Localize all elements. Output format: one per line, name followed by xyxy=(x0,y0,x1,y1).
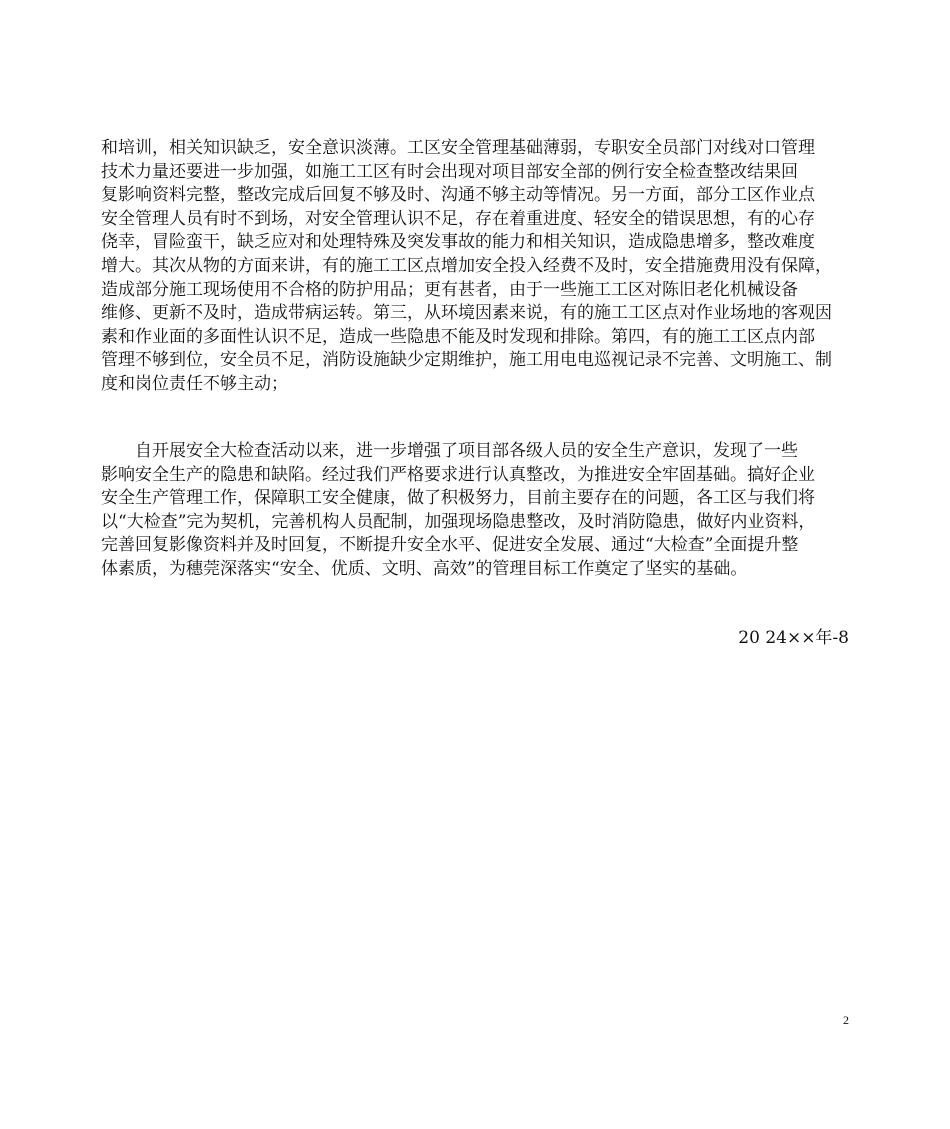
paragraph-line: 侥幸，冒险蛮干，缺乏应对和处理特殊及突发事故的能力和相关知识，造成隐患增多，整改难度 xyxy=(101,232,815,253)
paragraph-line: 安全管理人员有时不到场，对安全管理认识不足，存在着重进度、轻安全的错误思想，有的心存 xyxy=(101,208,815,229)
body-paragraph-2 xyxy=(101,440,849,582)
paragraph-line: 增大。其次从物的方面来讲，有的施工工区点增加安全投入经费不及时，安全措施费用没有保障， xyxy=(101,255,832,276)
paragraph-line: 完善回复影像资料并及时回复，不断提升安全水平、促进安全发展、通过“大检查”全面提升整 xyxy=(101,535,799,556)
paragraph-line: 自开展安全大检查活动以来，进一步增强了项目部各级人员的安全生产意识，发现了一些 xyxy=(135,441,798,461)
paragraph-line: 度和岗位责任不够主动； xyxy=(101,373,288,394)
paragraph-line: 管理不够到位，安全员不足，消防设施缺少定期维护，施工用电电巡视记录不完善、文明施工、制 xyxy=(101,350,832,371)
paragraph-line: 技术力量还要进一步加强，如施工工区有时会出现对项目部安全部的例行安全检查整改结果回 xyxy=(101,161,798,182)
body-paragraph-1 xyxy=(101,137,849,397)
paragraph-line: 体素质，为穗莞深落实“安全、优质、文明、高效”的管理目标工作奠定了坚实的基础。 xyxy=(101,558,748,579)
paragraph-line: 和培训，相关知识缺乏，安全意识淡薄。工区安全管理基础薄弱，专职安全员部门对线对口管理 xyxy=(101,138,815,158)
document-date: 20 24××年-8 xyxy=(738,628,849,648)
paragraph-line: 复影响资料完整，整改完成后回复不够及时、沟通不够主动等情况。另一方面，部分工区作业点 xyxy=(101,185,815,206)
page-number: 2 xyxy=(843,1013,849,1027)
paragraph-line: 影响安全生产的隐患和缺陷。经过我们严格要求进行认真整改，为推进安全牢固基础。搞好企业 xyxy=(101,464,815,485)
paragraph-line: 素和作业面的多面性认识不足，造成一些隐患不能及时发现和排除。第四，有的施工工区点内部 xyxy=(101,326,815,347)
paragraph-line: 以“大检查”完为契机，完善机构人员配制，加强现场隐患整改，及时消防隐患，做好内业资料， xyxy=(101,511,816,532)
paragraph-line: 维修、更新不及时，造成带病运转。第三，从环境因素来说，有的施工工区点对作业场地的客观因 xyxy=(101,303,832,324)
paragraph-line: 安全生产管理工作，保障职工安全健康，做了积极努力，目前主要存在的问题，各工区与我们将 xyxy=(101,488,815,509)
paragraph-line: 造成部分施工现场使用不合格的防护用品；更有甚者，由于一些施工工区对陈旧老化机械设备 xyxy=(101,279,798,300)
